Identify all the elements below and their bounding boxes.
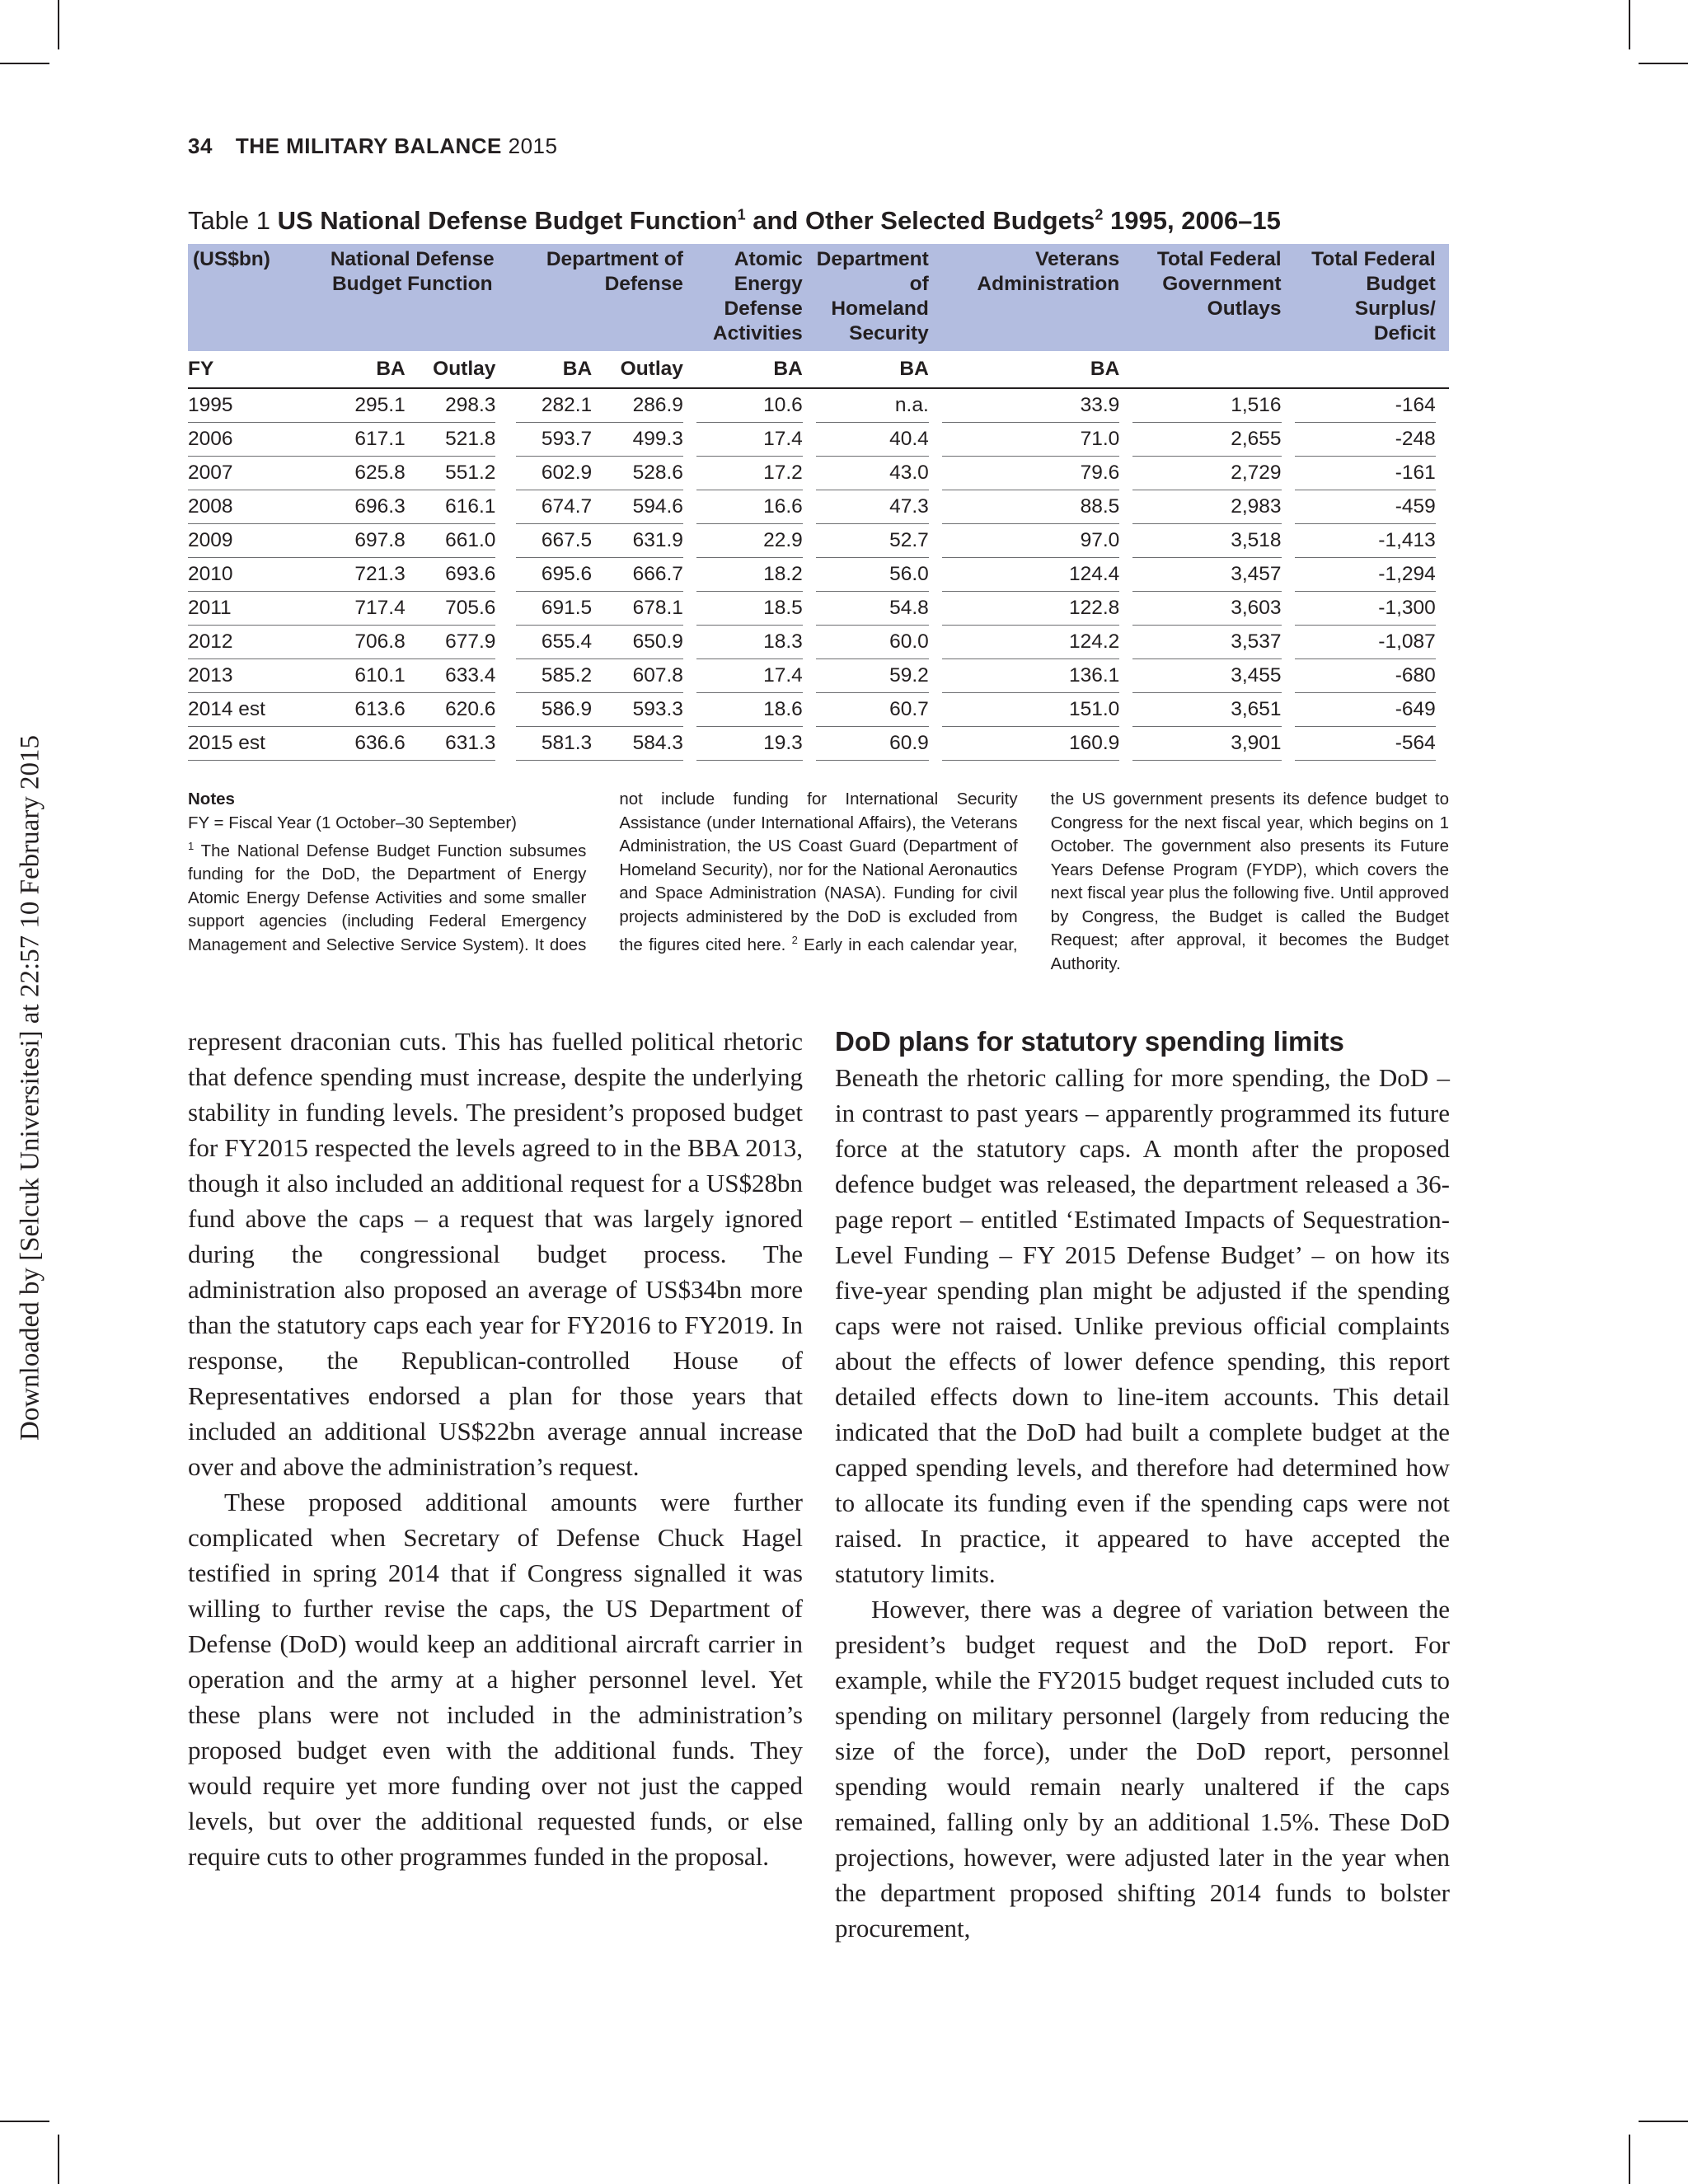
table-cell-dhs: 47.3 [816, 490, 929, 524]
paragraph: Beneath the rhetoric calling for more spending, the DoD – in contrast to past years – apparently programmed its future force at the statutory caps. A month after the proposed defence budget was released, the department released a 36-page report – entitled ‘Estimated Impacts of Sequestration-Level Funding – FY 2015 Defense Budget’ – on how its five-year spending plan might be adjusted if the spending caps were not raised. Unlike previous official complaints about the effects of lower defence spending, this report detailed effects down to line-item accounts. This detail indicated that the DoD had built a complete budget at the capped spending levels, and therefore had determined how to allocate its funding even if the spending caps were not raised. In practice, it appeared to have accepted the statutory limits. [835, 1063, 1450, 1588]
table-row [188, 423, 1449, 457]
table-row [188, 558, 1449, 592]
table-cell-dod-outlay: 528.6 [592, 457, 683, 490]
table-cell-dod-ba: 695.6 [516, 558, 593, 592]
table-cell-dod-ba: 586.9 [516, 693, 593, 727]
table-cell-fy: 2009 [188, 524, 329, 558]
crop-mark [1629, 2135, 1630, 2184]
table-cell-ndbf-ba: 617.1 [329, 423, 406, 457]
subheader-ba: BA [329, 351, 406, 388]
table-cell-dhs: 54.8 [816, 592, 929, 626]
table-cell-aeda: 19.3 [696, 727, 803, 761]
table-cell-ndbf-outlay: 298.3 [406, 388, 496, 423]
table-cell-dhs: 60.0 [816, 626, 929, 659]
table-cell-dod-ba: 655.4 [516, 626, 593, 659]
table-cell-tfgo: 1,516 [1132, 388, 1281, 423]
table-cell-tfbsd: -161 [1295, 457, 1436, 490]
publication-year: 2015 [508, 134, 558, 158]
table-cell-dod-outlay: 666.7 [592, 558, 683, 592]
table-cell-ndbf-outlay: 633.4 [406, 659, 496, 693]
download-stamp-text: Downloaded by [Selcuk Universitesi] at 22:57 10 February 2015 [15, 734, 45, 1441]
table-cell-aeda: 18.2 [696, 558, 803, 592]
table-cell-aeda: 18.6 [696, 693, 803, 727]
table-cell-dod-ba: 691.5 [516, 592, 593, 626]
table-cell-fy: 2007 [188, 457, 329, 490]
table-cell-ndbf-outlay: 705.6 [406, 592, 496, 626]
table-cell-va: 33.9 [942, 388, 1119, 423]
table-cell-tfgo: 3,455 [1132, 659, 1281, 693]
table-cell-dod-outlay: 607.8 [592, 659, 683, 693]
budget-table [188, 244, 1449, 761]
subheader-ba: BA [696, 351, 803, 388]
table-cell-ndbf-ba: 721.3 [329, 558, 406, 592]
col-header-unit: (US$bn) [188, 244, 329, 351]
table-cell-dhs: 59.2 [816, 659, 929, 693]
table-row [188, 388, 1449, 423]
table-cell-tfgo: 2,655 [1132, 423, 1281, 457]
table-cell-aeda: 18.3 [696, 626, 803, 659]
table-row [188, 524, 1449, 558]
table-cell-dod-outlay: 584.3 [592, 727, 683, 761]
table-cell-fy: 2015 est [188, 727, 329, 761]
table-cell-fy: 2011 [188, 592, 329, 626]
table-cell-dod-ba: 667.5 [516, 524, 593, 558]
col-header-tfgo: Total Federal Government Outlays [1132, 244, 1281, 351]
subheader-ba: BA [516, 351, 593, 388]
table-cell-dhs: n.a. [816, 388, 929, 423]
subheader-outlay: Outlay [592, 351, 683, 388]
table-cell-tfgo: 2,729 [1132, 457, 1281, 490]
table-cell-dod-ba: 581.3 [516, 727, 593, 761]
table-cell-aeda: 17.4 [696, 659, 803, 693]
table-row [188, 659, 1449, 693]
table-cell-dhs: 43.0 [816, 457, 929, 490]
body-column-left [188, 1024, 803, 1874]
table-cell-ndbf-ba: 295.1 [329, 388, 406, 423]
table-cell-dod-outlay: 678.1 [592, 592, 683, 626]
table-cell-dhs: 60.9 [816, 727, 929, 761]
table-cell-dod-ba: 585.2 [516, 659, 593, 693]
col-header-dhs: Department of Homeland Security [816, 244, 929, 351]
table-cell-tfgo: 2,983 [1132, 490, 1281, 524]
table-cell-tfgo: 3,901 [1132, 727, 1281, 761]
table-cell-va: 88.5 [942, 490, 1119, 524]
table-cell-va: 122.8 [942, 592, 1119, 626]
subheader-fy: FY [188, 351, 329, 388]
table-cell-dod-outlay: 650.9 [592, 626, 683, 659]
crop-mark [1629, 0, 1630, 49]
table-cell-ndbf-ba: 697.8 [329, 524, 406, 558]
table-cell-ndbf-outlay: 521.8 [406, 423, 496, 457]
table-cell-ndbf-outlay: 677.9 [406, 626, 496, 659]
table-cell-dod-ba: 282.1 [516, 388, 593, 423]
table-cell-dod-outlay: 594.6 [592, 490, 683, 524]
table-cell-dod-ba: 593.7 [516, 423, 593, 457]
table-cell-tfbsd: -680 [1295, 659, 1436, 693]
table-cell-va: 124.2 [942, 626, 1119, 659]
table-cell-va: 71.0 [942, 423, 1119, 457]
paragraph: These proposed additional amounts were further complicated when Secretary of Defense Chuck Hagel testified in spring 2014 that if Congress signalled it was willing to further revise the caps, the US Department of Defense (DoD) would keep an additional aircraft carrier in operation and the army at a higher personnel level. Yet these plans were not included in the administration’s proposed budget even with the additional funds. They would require yet more funding over not just the capped levels, but over the additional requested funds, or else require cuts to other programmes funded in the proposal. [188, 1488, 803, 1871]
table-cell-tfbsd: -649 [1295, 693, 1436, 727]
paragraph: However, there was a degree of variation between the president’s budget request and the DoD report. For example, while the FY2015 budget request included cuts to spending on military personnel (largely from reducing the size of the force), under the DoD report, personnel spending would remain nearly unaltered if the caps remained, falling only by an additional 1.5%. These DoD projections, however, were adjusted later in the year when the department proposed shifting 2014 funds to bolster procurement, [835, 1595, 1450, 1943]
download-stamp [0, 0, 58, 2184]
table-cell-va: 79.6 [942, 457, 1119, 490]
table-cell-va: 136.1 [942, 659, 1119, 693]
subheader-ba: BA [942, 351, 1119, 388]
col-header-tfbsd: Total Federal Budget Surplus/ Deficit [1295, 244, 1436, 351]
table-cell-tfbsd: -1,087 [1295, 626, 1436, 659]
table-header-row [188, 244, 1449, 351]
publication-title: THE MILITARY BALANCE [235, 134, 502, 158]
col-header-dod: Department of Defense [516, 244, 683, 351]
table-cell-fy: 1995 [188, 388, 329, 423]
table-cell-fy: 2008 [188, 490, 329, 524]
table-cell-aeda: 17.4 [696, 423, 803, 457]
table-cell-tfgo: 3,603 [1132, 592, 1281, 626]
table-cell-dhs: 40.4 [816, 423, 929, 457]
note-1: $^1$ The National Defense Budget Function subsumes funding for the DoD, the Department of Energy Atomic Energy Defense Activities and some smaller support agencies (including Federal Emergency Management and Selective Service System). It does not include funding for International Security Assistance (under International Affairs), the Veterans Administration, the US Coast Guard (Department of Homeland Security), nor for the National Aeronautics and Space Administration (NASA). Funding for civil projects administered by the DoD is excluded from the figures cited here. $^2$ Early in each calendar year, the US government presents its defence budget to Congress for the next fiscal year, which begins on 1 October. The government also presents its Future Years Defense Program (FYDP), which covers the next fiscal year plus the following five. Until approved by Congress, the Budget is called the Budget Request; after approval, it becomes the Budget Authority. [188, 790, 1449, 973]
table-cell-fy: 2012 [188, 626, 329, 659]
table-cell-ndbf-ba: 613.6 [329, 693, 406, 727]
table-cell-tfbsd: -459 [1295, 490, 1436, 524]
table-cell-aeda: 22.9 [696, 524, 803, 558]
table-cell-ndbf-ba: 717.4 [329, 592, 406, 626]
table-cell-dhs: 52.7 [816, 524, 929, 558]
table-title [188, 206, 1281, 236]
table-row [188, 727, 1449, 761]
table-cell-va: 160.9 [942, 727, 1119, 761]
table-cell-aeda: 16.6 [696, 490, 803, 524]
table-row [188, 626, 1449, 659]
table-label: Table 1 [188, 206, 270, 235]
table-cell-tfgo: 3,457 [1132, 558, 1281, 592]
table-cell-va: 151.0 [942, 693, 1119, 727]
crop-mark [1639, 2121, 1688, 2122]
table-row [188, 693, 1449, 727]
table-cell-va: 97.0 [942, 524, 1119, 558]
table-cell-dod-outlay: 499.3 [592, 423, 683, 457]
col-header-va: Veterans Administration [942, 244, 1119, 351]
table-cell-ndbf-ba: 625.8 [329, 457, 406, 490]
table-cell-va: 124.4 [942, 558, 1119, 592]
crop-mark [58, 2135, 59, 2184]
subheader-ba: BA [816, 351, 929, 388]
fy-definition: FY = Fiscal Year (1 October–30 September) [188, 813, 518, 832]
paragraph: represent draconian cuts. This has fuelled political rhetoric that defence spending must increase, despite the underlying stability in funding levels. The president’s proposed budget for FY2015 respected the levels agreed to in the BBA 2013, though it also included an additional request for a US$28bn fund above the caps – a request that was largely ignored during the congressional budget process. The administration also proposed an average of US$34bn more than the statutory caps each year for FY2016 to FY2019. In response, the Republican-controlled House of Representatives endorsed a plan for those years that included an additional US$22bn average annual increase over and above the administration’s request. [188, 1027, 803, 1481]
table-cell-fy: 2010 [188, 558, 329, 592]
page-number: 34 [188, 134, 213, 158]
table-cell-dod-outlay: 631.9 [592, 524, 683, 558]
col-header-ndbf: National Defense Budget Function [329, 244, 495, 351]
table-cell-ndbf-outlay: 551.2 [406, 457, 496, 490]
table-cell-dod-ba: 674.7 [516, 490, 593, 524]
table-cell-dod-outlay: 286.9 [592, 388, 683, 423]
table-row [188, 592, 1449, 626]
subheader-outlay: Outlay [406, 351, 496, 388]
table-cell-tfbsd: -1,294 [1295, 558, 1436, 592]
table-cell-dhs: 56.0 [816, 558, 929, 592]
table-cell-tfbsd: -1,413 [1295, 524, 1436, 558]
table-cell-tfbsd: -1,300 [1295, 592, 1436, 626]
table-cell-fy: 2014 est [188, 693, 329, 727]
table-cell-ndbf-ba: 610.1 [329, 659, 406, 693]
running-head [188, 134, 557, 159]
notes-col-1 [188, 788, 1449, 976]
table-row [188, 457, 1449, 490]
table-cell-ndbf-outlay: 661.0 [406, 524, 496, 558]
col-header-aeda: Atomic Energy Defense Activities [696, 244, 803, 351]
table-title-text: US National Defense Budget Function$^1$ and Other Selected Budgets$^2$ 1995, 2006–15 [277, 206, 1281, 235]
table-cell-tfbsd: -564 [1295, 727, 1436, 761]
body-column-right [835, 1024, 1450, 1946]
table-cell-ndbf-outlay: 616.1 [406, 490, 496, 524]
table-cell-ndbf-outlay: 620.6 [406, 693, 496, 727]
table-cell-ndbf-ba: 636.6 [329, 727, 406, 761]
table-cell-tfbsd: -248 [1295, 423, 1436, 457]
notes-heading: Notes [188, 790, 235, 808]
table-cell-fy: 2006 [188, 423, 329, 457]
table-cell-dod-ba: 602.9 [516, 457, 593, 490]
table-cell-ndbf-ba: 696.3 [329, 490, 406, 524]
table-cell-ndbf-outlay: 693.6 [406, 558, 496, 592]
table-cell-ndbf-outlay: 631.3 [406, 727, 496, 761]
table-row [188, 490, 1449, 524]
crop-mark [1639, 63, 1688, 64]
table-cell-tfbsd: -164 [1295, 388, 1436, 423]
section-heading: DoD plans for statutory spending limits [835, 1026, 1344, 1057]
table-cell-ndbf-ba: 706.8 [329, 626, 406, 659]
table-subheader-row [188, 351, 1449, 388]
table-cell-dhs: 60.7 [816, 693, 929, 727]
table-cell-tfgo: 3,518 [1132, 524, 1281, 558]
crop-mark [58, 0, 59, 49]
table-cell-dod-outlay: 593.3 [592, 693, 683, 727]
table-cell-tfgo: 3,651 [1132, 693, 1281, 727]
table-cell-aeda: 10.6 [696, 388, 803, 423]
table-cell-tfgo: 3,537 [1132, 626, 1281, 659]
table-cell-aeda: 17.2 [696, 457, 803, 490]
table-cell-aeda: 18.5 [696, 592, 803, 626]
table-cell-fy: 2013 [188, 659, 329, 693]
